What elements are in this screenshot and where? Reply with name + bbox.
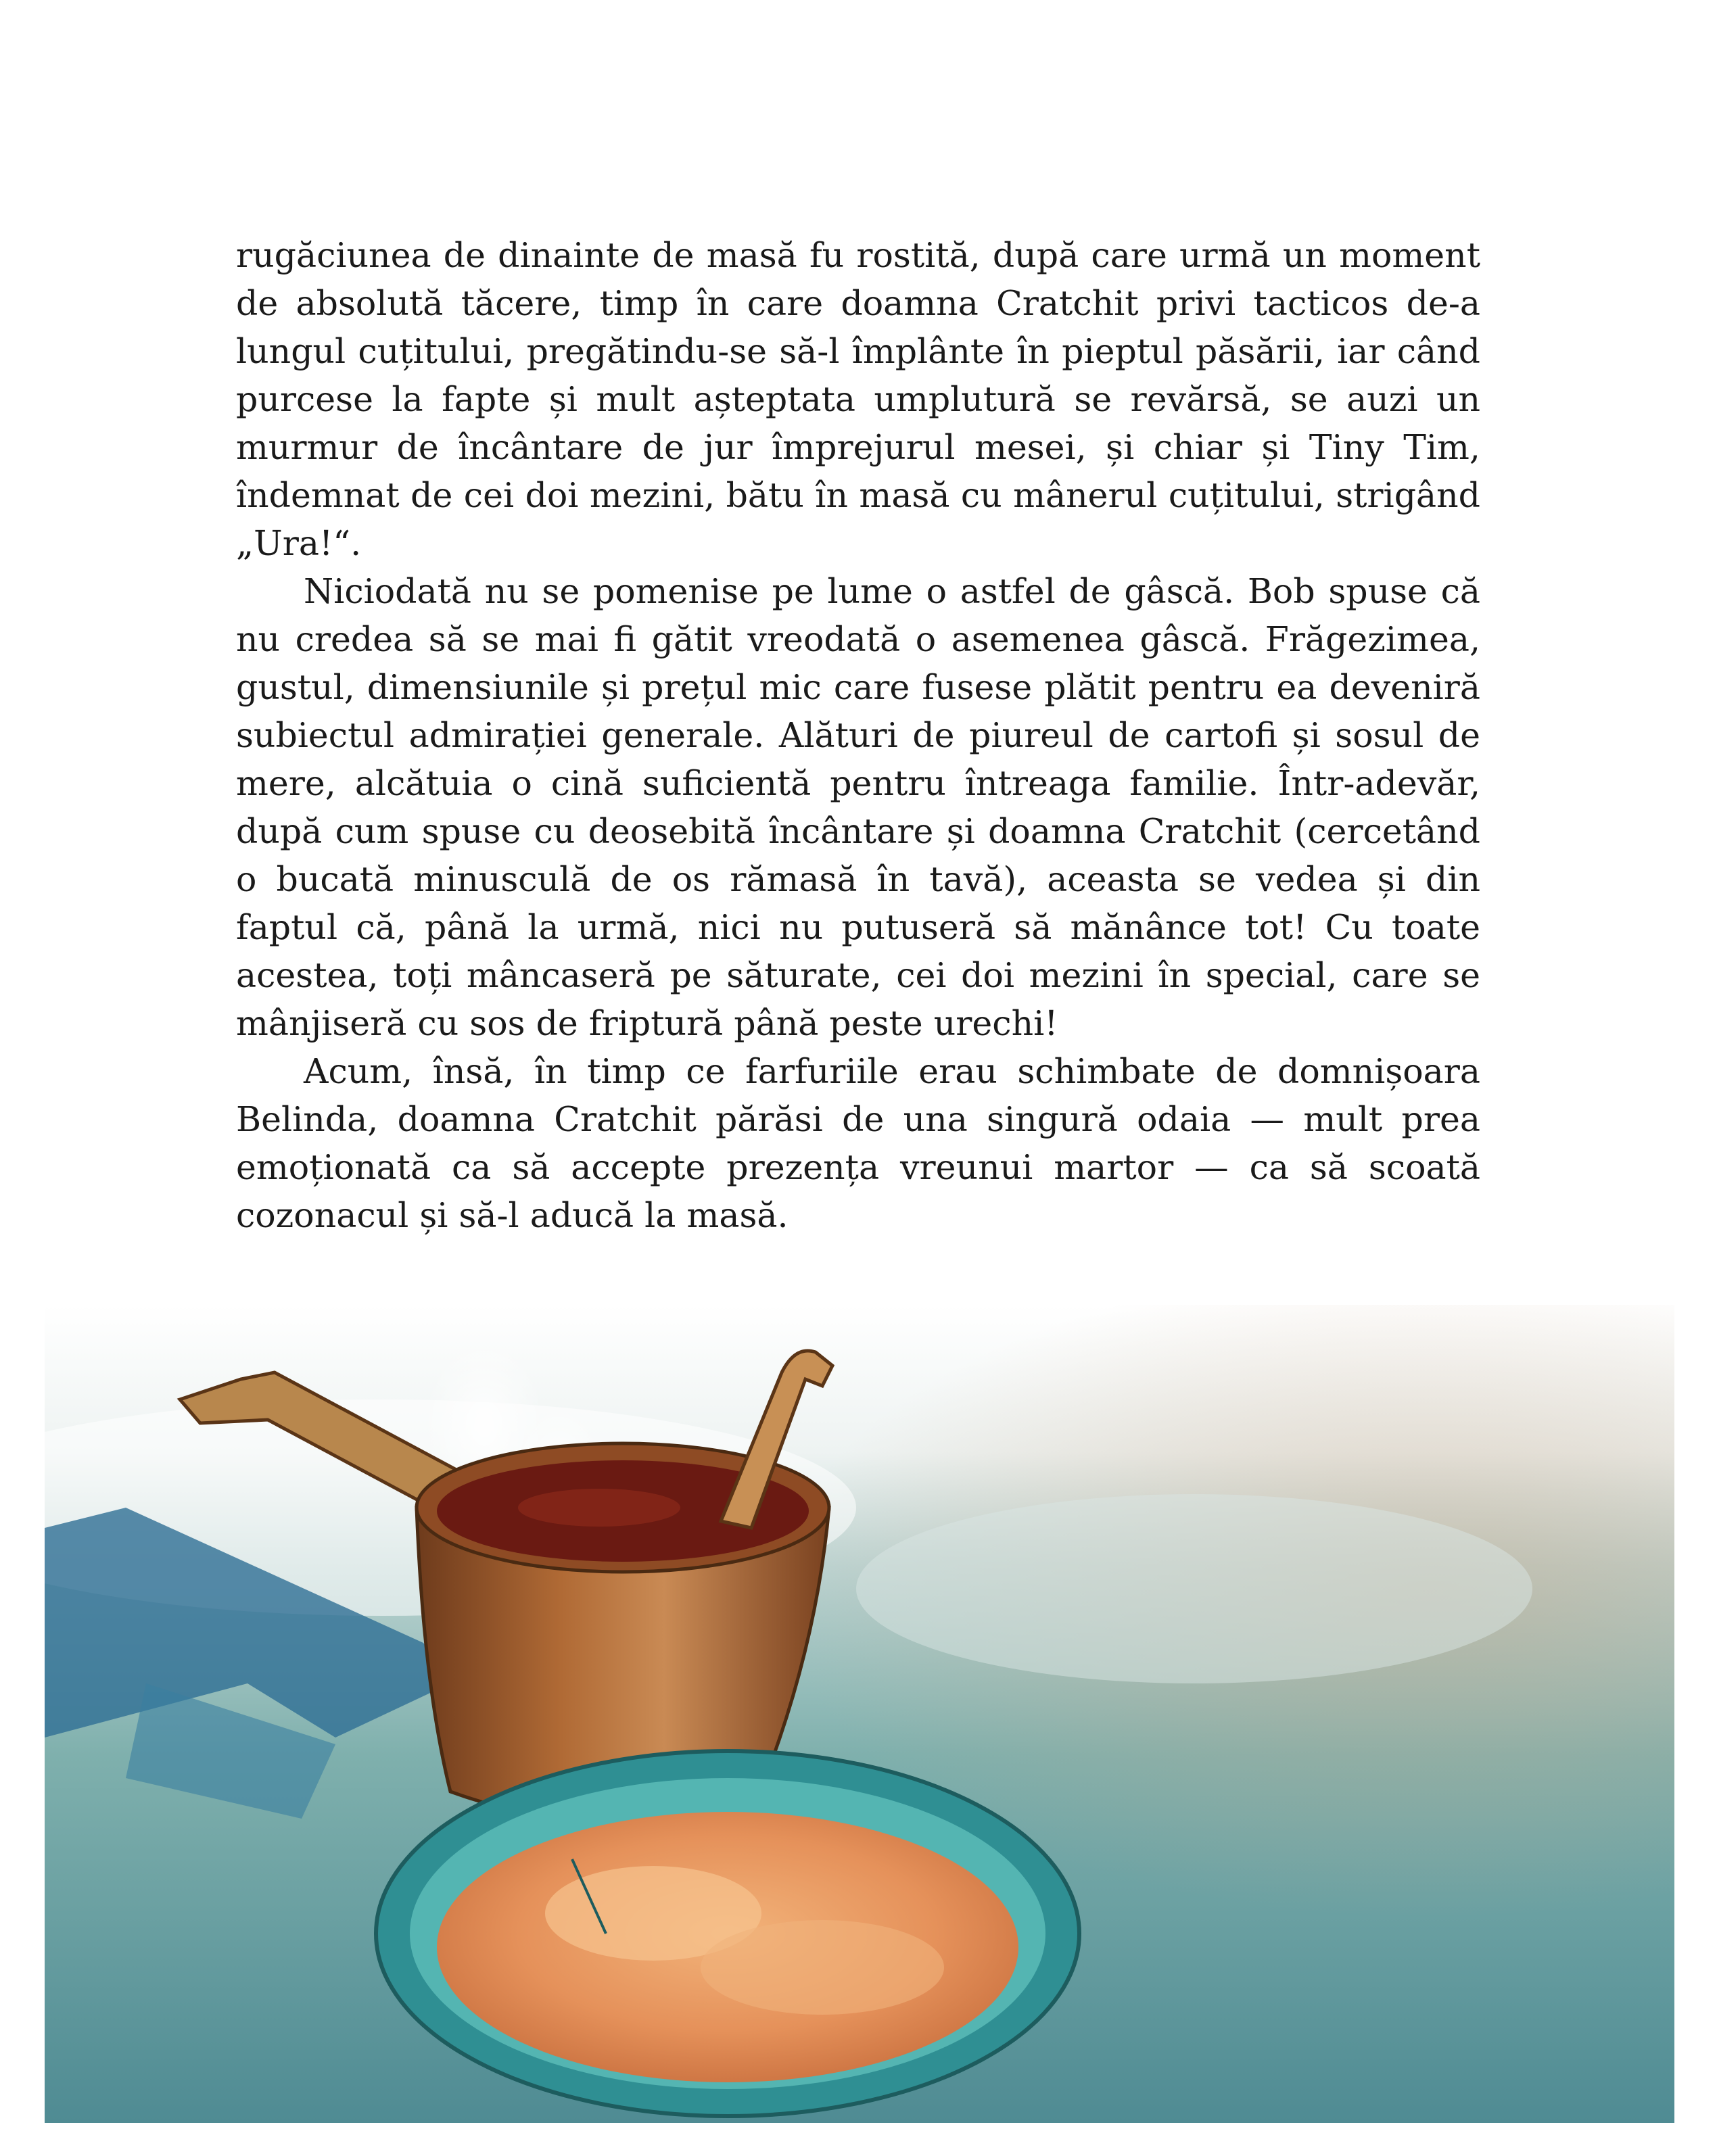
illustration-pot-and-bowl	[45, 1305, 1674, 2123]
story-text	[236, 231, 1480, 1239]
paragraph-1: rugăciunea de dinainte de masă fu rostită, după care urmă un moment de absolută tăcere, timp în care doamna Cratchit privi tacticos de-a lungul cuțitului, pregătindu-se să-l împlânte în pieptul păsării, iar când purcese la fapte și mult așteptata umplutură se revărsă, se auzi un murmur de încântare de jur împrejurul mesei, și chiar și Tiny Tim, îndemnat de cei doi mezini, bătu în masă cu mânerul cuțitului, strigând „Ura!“.	[236, 235, 1480, 563]
paragraph-2: Niciodată nu se pomenise pe lume o astfel de gâscă. Bob spuse că nu credea să se mai fi gătit vreodată o asemenea gâscă. Frăgezimea, gustul, dimensiunile și prețul mic care fusese plătit pentru ea deveniră subiectul admirației generale. Alături de piureul de cartofi și sosul de mere, alcătuia o cină suficientă pentru întreaga familie. Într-adevăr, după cum spuse cu deosebită încântare și doamna Cratchit (cercetând o bucată minusculă de os rămasă în tavă), aceasta se vedea și din faptul că, până la urmă, nici nu putuseră să mănânce tot! Cu toate acestea, toți mâncaseră pe săturate, cei doi mezini în special, care se mânjiseră cu sos de friptură până peste urechi!	[236, 571, 1480, 1043]
illustration-artwork	[45, 1305, 1674, 2123]
paragraph-3: Acum, însă, în timp ce farfuriile erau schimbate de domnișoara Belinda, doamna Cratchit părăsi de una singură odaia — mult prea emoționată ca să accepte prezența vreunui martor — ca să scoată cozonacul și să-l aducă la masă.	[236, 1051, 1480, 1235]
